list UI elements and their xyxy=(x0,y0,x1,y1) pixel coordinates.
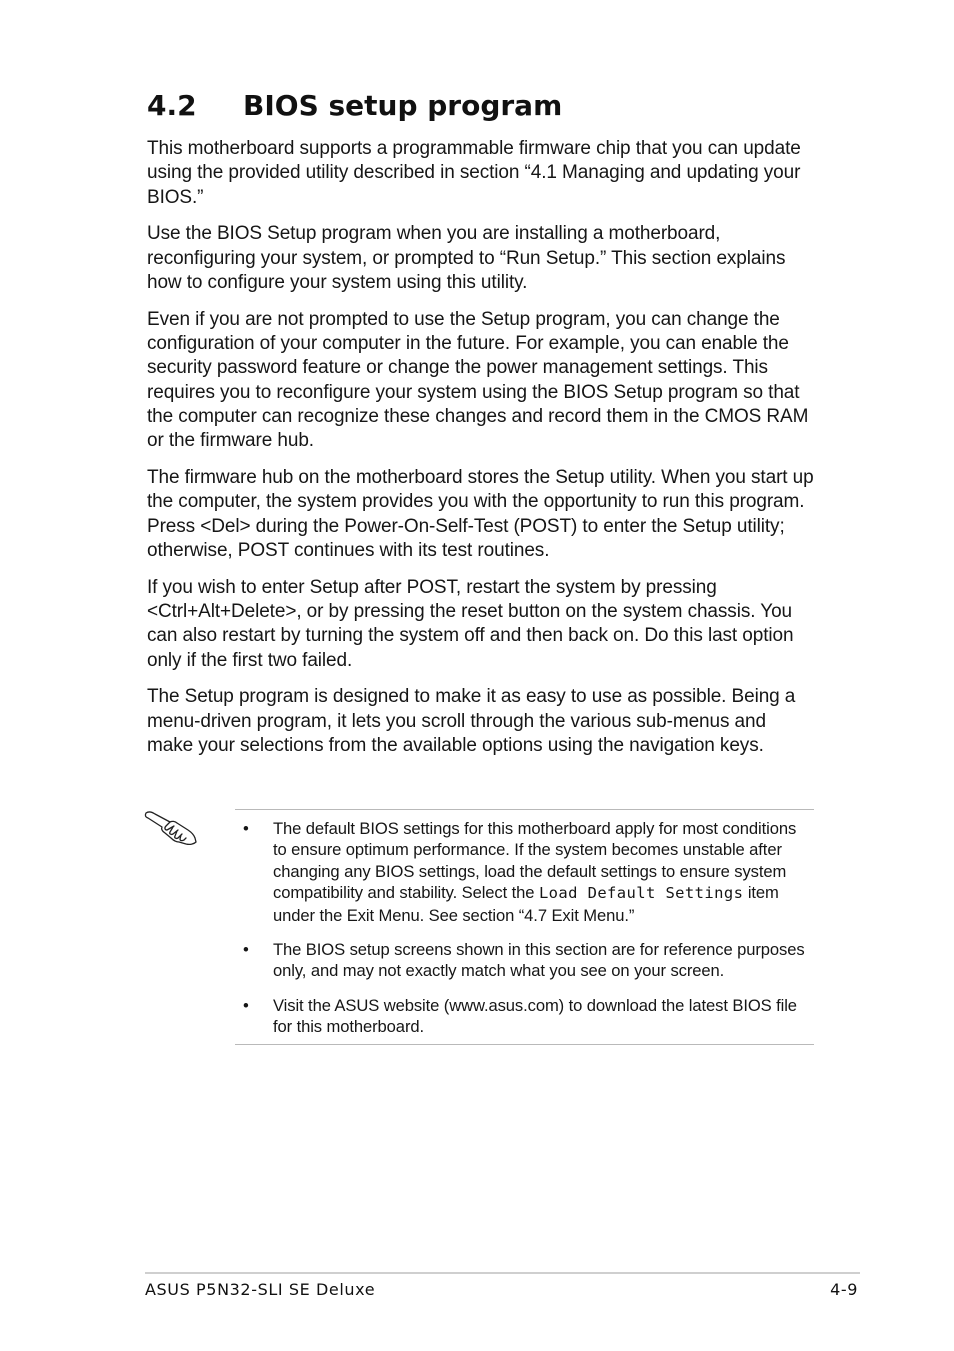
note-text: Visit the ASUS website (www.asus.com) to download the latest BIOS file for this motherboard. xyxy=(273,995,797,1037)
paragraph: Even if you are not prompted to use the Setup program, you can change the configuration of your computer in the future. For example, you can enable the security password feature or change the power management settings. This requires you to reconfigure your system using the BIOS Setup program so that the computer can recognize these changes and record them in the CMOS RAM or the firmware hub. xyxy=(147,308,809,452)
paragraph: If you wish to enter Setup after POST, restart the system by pressing <Ctrl+Alt+Delete>, or by pressing the reset button on the system chassis. You can also restart by turning the system off and then back on. Do this last option only if the first two failed. xyxy=(147,576,794,671)
footer-product-name: ASUS P5N32-SLI SE Deluxe xyxy=(145,1280,376,1299)
bullet: • xyxy=(243,940,249,960)
section-title: BIOS setup program xyxy=(243,89,563,122)
bullet: • xyxy=(243,995,249,1015)
note-text: The BIOS setup screens shown in this section are for reference purposes only, and may not exactly match what you see on your screen. xyxy=(273,940,805,981)
pointing-hand-note-icon xyxy=(143,807,199,847)
body-text xyxy=(147,137,817,771)
note-text: item under the Exit Menu. See section “4.7 Exit Menu.” xyxy=(273,883,779,925)
footer-page-number: 4-9 xyxy=(830,1280,858,1299)
menu-item-reference: Load Default Settings xyxy=(538,884,744,903)
section-heading xyxy=(147,86,562,126)
paragraph: The firmware hub on the motherboard stores the Setup utility. When you start up the computer, the system provides you with the opportunity to run this program. Press <Del> during the Power-On-Self-Test (POST) to enter the Setup utility; otherwise, POST continues with its test routines. xyxy=(147,467,814,561)
note-box xyxy=(235,809,814,1045)
note-item xyxy=(235,995,814,1038)
paragraph: The Setup program is designed to make it as easy to use as possible. Being a menu-driven program, it lets you scroll through the various sub-menus and make your selections from the available options using the navigation keys. xyxy=(147,686,796,757)
note-list xyxy=(235,818,814,1038)
paragraph: Use the BIOS Setup program when you are installing a motherboard, reconfiguring your system, or prompted to “Run Setup.” This section explains how to configure your system using this utility. xyxy=(147,223,786,293)
section-number: 4.2 xyxy=(147,89,197,122)
note-item xyxy=(235,818,814,926)
note-item xyxy=(235,939,814,982)
note-text: The default BIOS settings for this motherboard apply for most conditions to ensure optimum performance. If the system becomes unstable after changing any BIOS settings, load the default settings to ensure system compatibility and stability. Select the xyxy=(273,819,797,903)
paragraph: This motherboard supports a programmable firmware chip that you can update using the provided utility described in section “4.1 Managing and updating your BIOS.” xyxy=(147,138,801,208)
footer-divider xyxy=(145,1272,860,1274)
bullet: • xyxy=(243,819,249,838)
